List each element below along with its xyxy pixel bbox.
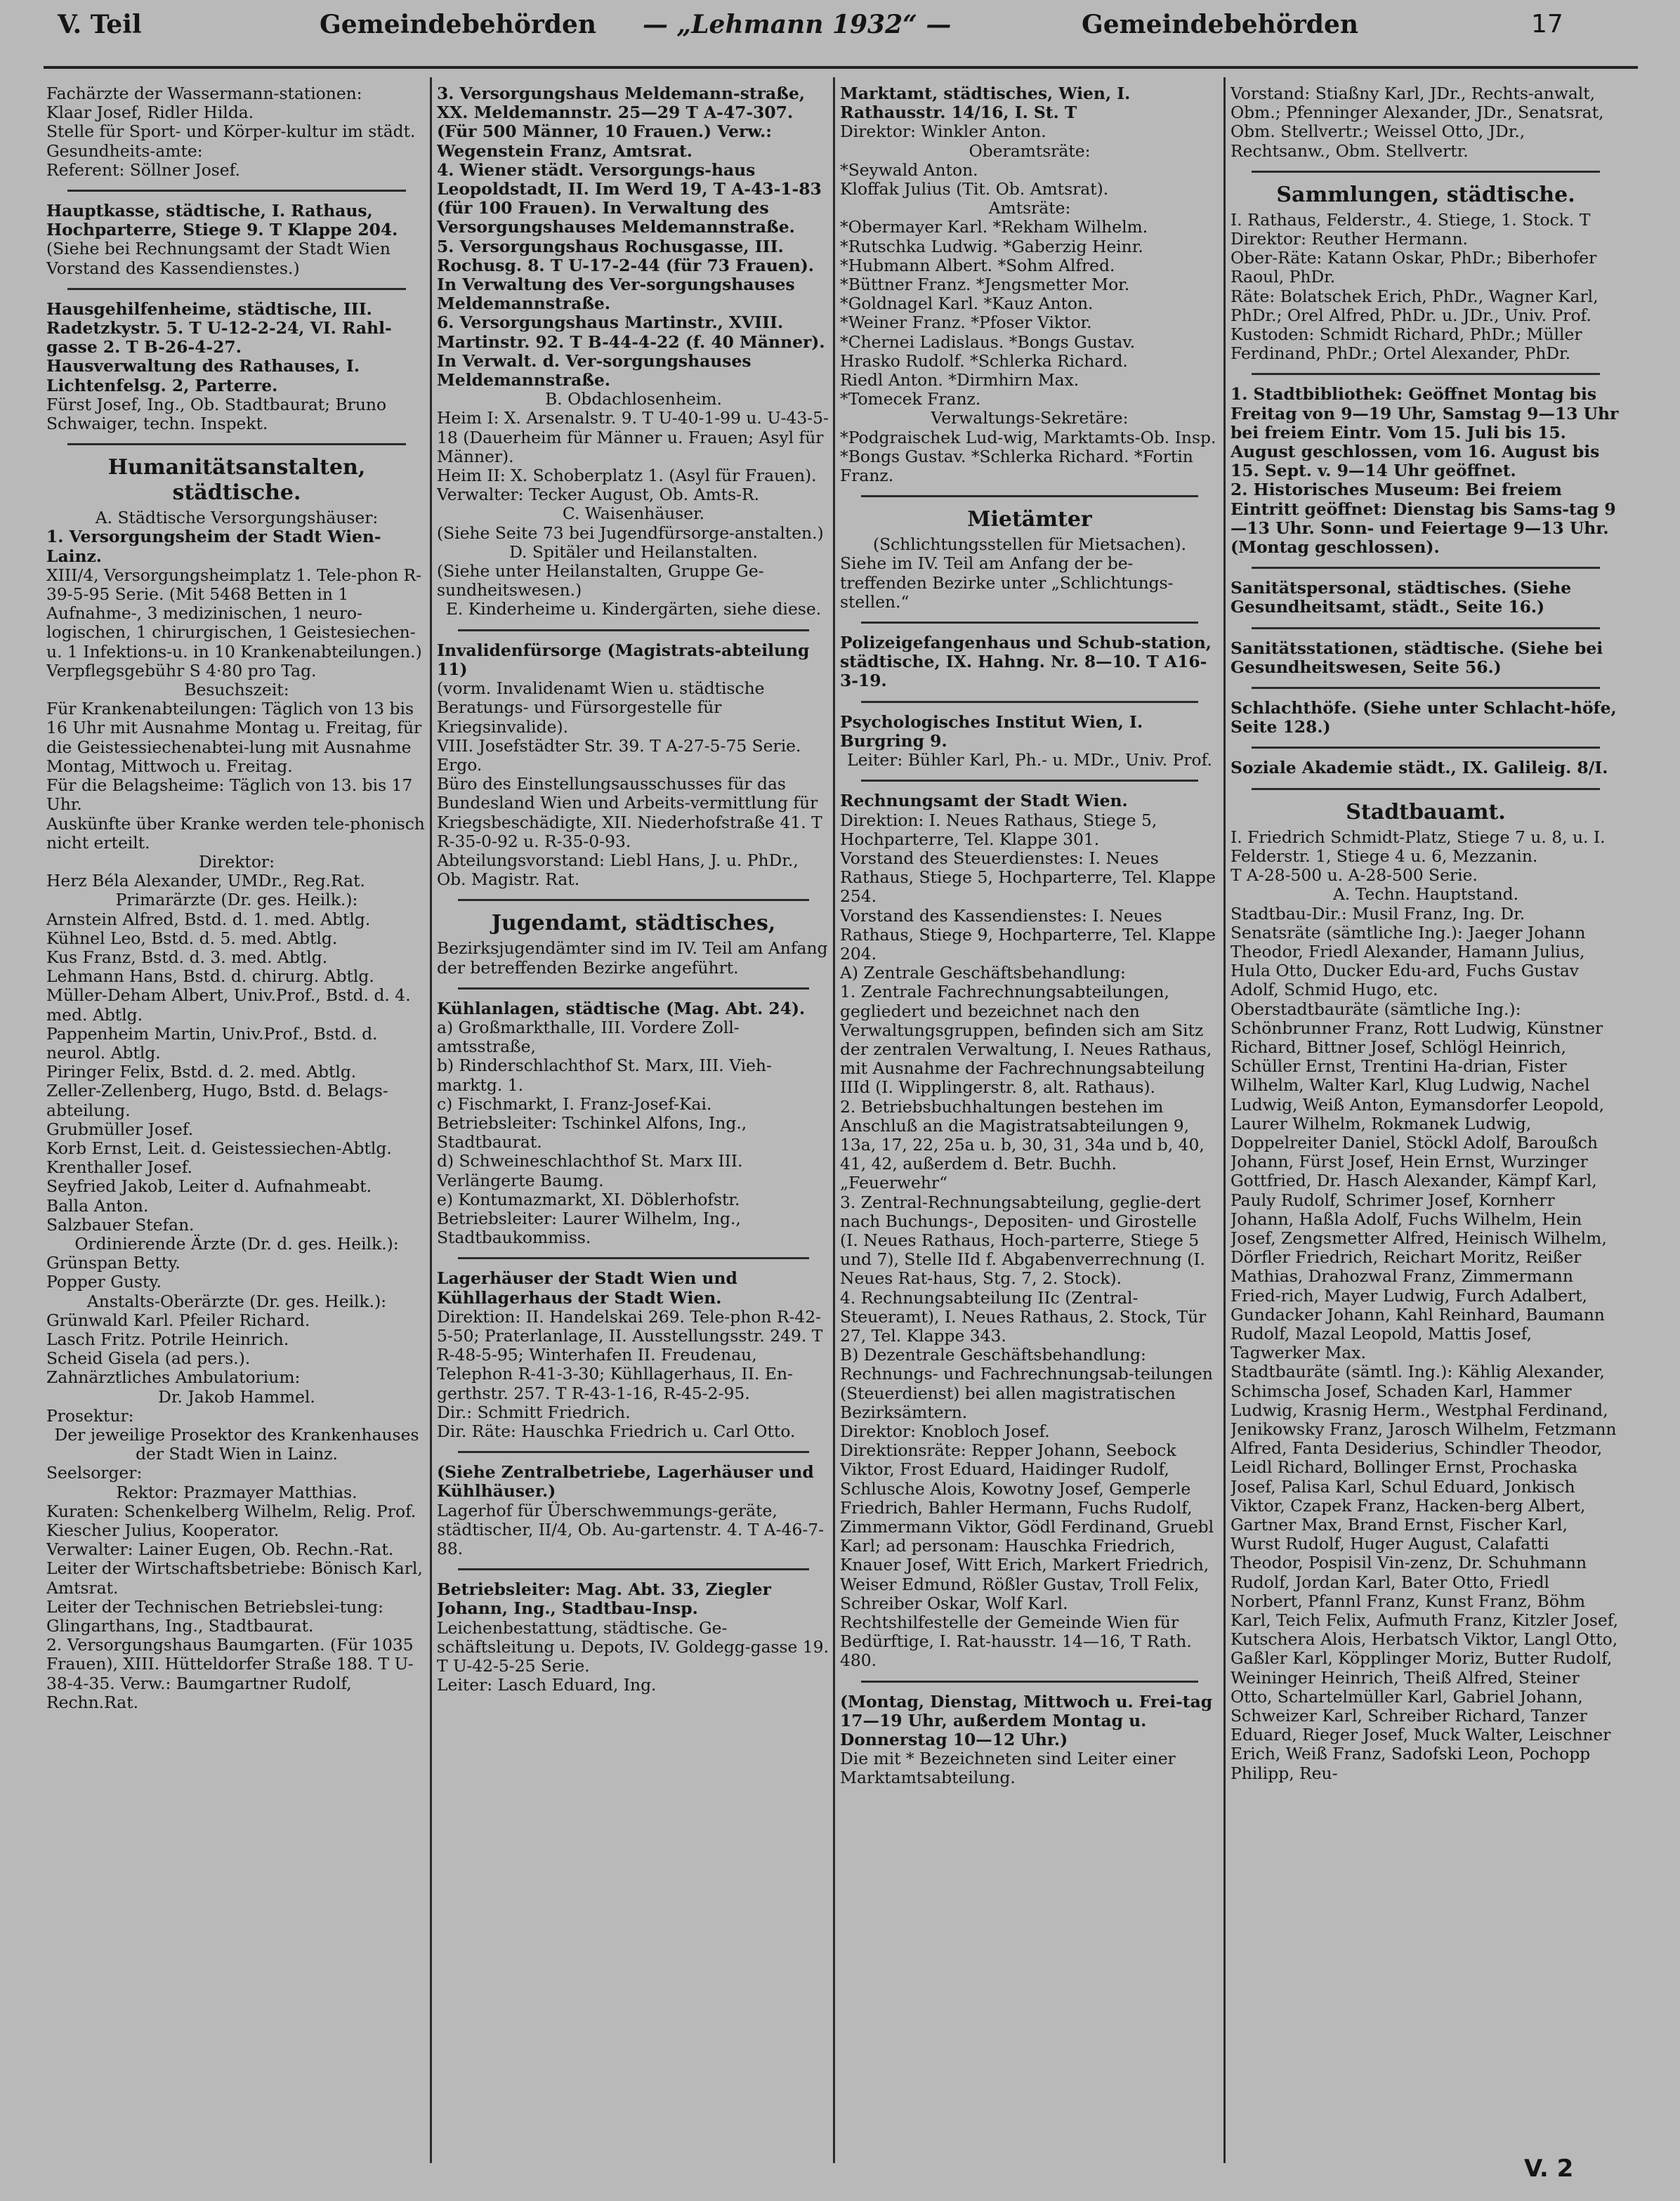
- entry-text: *Obermayer Karl. *Rekham Wilhelm.: [840, 217, 1148, 237]
- entry-text: T A-28-500 u. A-28-500 Serie.: [1231, 865, 1478, 886]
- entry-text: Referent: Söllner Josef.: [46, 159, 240, 180]
- entry-text: *Hubmann Albert. *Sohm Alfred.: [840, 255, 1115, 275]
- entry-text: XIII/4, Versorgungsheimplatz 1. Tele-phon R-39-5-95 Serie. (Mit 5468 Betten in 1 Aufnahme-, 3 medizinischen, 1 neuro-logischen, 1 chirurgischen, 1 Geistesiechen-u. 1 Infektions-u. in 10 Krankenabteilungen.): [46, 565, 422, 662]
- entry-text: Oberstadtbauräte (sämtliche Ing.): Schönbrunner Franz, Rott Ludwig, Künstner Richard, Bittner Josef, Schlögl Heinrich, Schüller Ernst, Trentini Ha-drian, Fister Wilhelm, Walter Karl, Klug Ludwig, Nachel Ludwig, Weiß Anton, Eymansdorfer Leopold, Laurer Wilhelm, Rokmanek Ludwig, Doppelreiter Daniel, Stöckl Adolf, Baroußch Johann, Fürst Josef, Hein Ernst, Wurzinger Gottfried, Dr. Hasch Alexander, Kämpf Karl, Pauly Rudolf, Schrimer Josef, Kornherr Johann, Haßla Adolf, Fuchs Wilhelm, Hein Josef, Zengsmetter Alfred, Heinisch Wilhelm, Dörfler Friedrich, Reichart Moritz, Reißer Mathias, Drahozwal Franz, Zimmermann Fried-rich, Mayer Ludwig, Furch Adalbert, Gundacker Johann, Kahl Reinhard, Baumann Rudolf, Mazal Leopold, Mattis Josef, Tagwerker Max.: [1231, 999, 1607, 1363]
- section-heading: Sammlungen, städtische.: [1276, 182, 1575, 207]
- entry-text: Die mit * Bezeichneten sind Leiter einer Marktamtsabteilung.: [840, 1749, 1176, 1788]
- entry-text: Grünspan Betty.: [46, 1253, 181, 1273]
- entry-text: Lehmann Hans, Bstd. d. chirurg. Abtlg.: [46, 966, 374, 987]
- entry-text: B) Dezentrale Geschäftsbehandlung: Rechnungs- und Fachrechnungsab-teilungen (Steuerdienst) bei allen magistratischen Bezirksämtern.: [840, 1345, 1213, 1422]
- entry-text: 3. Zentral-Rechnungsabteilung, geglie-dert nach Buchungs-, Depositen- und Girostelle (I. Neues Rathaus, Hoch-parterre, Stiege 5 und 7), Stelle IId f. Abgabenverrechnung (I. Neues Rat-haus, Stg. 7, 2. Stock).: [840, 1192, 1205, 1289]
- entry-text: (Montag, Dienstag, Mittwoch u. Frei-tag 17—19 Uhr, außerdem Montag u. Donnerstag 10—12 Uhr.): [840, 1691, 1213, 1750]
- entry-text: (Siehe Zentralbetriebe, Lagerhäuser und Kühlhäuser.): [437, 1462, 814, 1502]
- entry-text: Räte: Bolatschek Erich, PhDr., Wagner Karl, PhDr.; Orel Alfred, PhDr. u. JDr., Univ. Prof.: [1231, 286, 1599, 325]
- entry-text: Psychologisches Institut Wien, I. Burgring 9.: [840, 711, 1143, 751]
- entry-text: e) Kontumazmarkt, XI. Döblerhofstr. Betriebsleiter: Laurer Wilhelm, Ing., Stadtbaukommiss.: [437, 1189, 741, 1248]
- entry-text: Rechnungsamt der Stadt Wien.: [840, 791, 1128, 811]
- entry-text: 2. Betriebsbuchhaltungen bestehen im Anschluß an die Magistratsabteilungen 9, 13a, 17, 22, 25a u. b, 30, 31, 34a und b, 40, 41, 42, außerdem d. Betr. Buchh. „Feuerwehr“: [840, 1096, 1205, 1193]
- entry-text: Balla Anton.: [46, 1195, 149, 1216]
- entry-text: *Podgraischek Lud-wig, Marktamts-Ob. Insp. *Bongs Gustav. *Schlerka Richard. *Fortin Franz.: [840, 427, 1216, 486]
- entry-text: Zeller-Zellenberg, Hugo, Bstd. d. Belags-abteilung.: [46, 1081, 388, 1120]
- entry-text: Heim I: X. Arsenalstr. 9. T U-40-1-99 u. U-43-5-18 (Dauerheim für Männer u. Frauen; Asyl für Männer).: [437, 408, 829, 466]
- entry-text: B. Obdachlosenheim.: [545, 389, 722, 409]
- column-divider: [833, 77, 835, 2163]
- entry-text: Müller-Deham Albert, Univ.Prof., Bstd. d. 4. med. Abtlg.: [46, 985, 411, 1025]
- entry-text: Amtsräte:: [988, 198, 1071, 218]
- entry-text: 1. Zentrale Fachrechnungsabteilungen, gegliedert und bezeichnet nach den Verwaltungsgruppen, befinden sich am Sitz der zentralen Verwaltung, I. Neues Rathaus, mit Ausnahme der Fachrechnungsabteilung IIId (I. Wipplingerstr. 8, alt. Rathaus).: [840, 982, 1212, 1098]
- entry-text: Primarärzte (Dr. ges. Heilk.):: [115, 890, 358, 910]
- column-3: [840, 84, 1219, 2163]
- entry-text: (Schlichtungsstellen für Mietsachen).: [872, 534, 1187, 555]
- header-rule: [44, 66, 1638, 69]
- entry-text: I. Rathaus, Felderstr., 4. Stiege, 1. Stock. T: [1231, 209, 1591, 230]
- entry-text: 4. Wiener städt. Versorgungs-haus Leopoldstadt, II. Im Werd 19, T A-43-1-83 (für 100 Frauen). In Verwaltung des Versorgungshauses Meldemannstraße.: [437, 159, 822, 237]
- entry-text: Verpflegsgebühr S 4·80 pro Tag.: [46, 660, 317, 681]
- section-divider: [861, 701, 1198, 703]
- section-divider: [1252, 788, 1600, 790]
- entry-text: 5. Versorgungshaus Rochusgasse, III. Rochusg. 8. T U-17-2-44 (für 73 Frauen). In Verwaltung des Ver-sorgungshauses Meldemannstraße.: [437, 236, 814, 314]
- entry-text: Siehe im IV. Teil am Anfang der be-treffenden Bezirke unter „Schlichtungs-stellen.“: [840, 553, 1174, 612]
- entry-text: Hausgehilfenheime, städtische, III. Radetzkystr. 5. T U-12-2-24, VI. Rahl-gasse 2. T B-26-4-27.: [46, 298, 392, 357]
- entry-text: Verwalter: Lainer Eugen, Ob. Rechn.-Rat.: [46, 1539, 394, 1560]
- entry-text: Popper Gusty.: [46, 1272, 162, 1292]
- entry-text: Verwalter: Tecker August, Ob. Amts-R.: [437, 485, 760, 505]
- section-divider: [458, 629, 809, 631]
- header-left-title: Gemeindebehörden: [320, 10, 597, 39]
- section-divider: [67, 288, 406, 290]
- entry-text: Dr. Jakob Hammel.: [158, 1386, 315, 1407]
- entry-text: 1. Stadtbibliothek: Geöffnet Montag bis Freitag von 9—19 Uhr, Samstag 9—13 Uhr bei freiem Eintr. Vom 15. Juli bis 15. August geschlossen, vom 16. August bis 15. Sept. v. 9—14 Uhr geöffnet.: [1231, 384, 1619, 481]
- section-divider: [458, 987, 809, 990]
- entry-text: Dir.: Schmitt Friedrich.: [437, 1402, 631, 1422]
- entry-text: Bezirksjugendämter sind im IV. Teil am Anfang der betreffenden Bezirke angeführt.: [437, 938, 828, 978]
- section-divider: [861, 780, 1198, 782]
- entry-text: Lasch Fritz. Potrile Heinrich.: [46, 1329, 289, 1349]
- entry-text: Büro des Einstellungsausschusses für das Bundesland Wien und Arbeits-vermittlung für Kriegsbeschädigte, XII. Niederhofstraße 41. T R-35-0-92 u. R-35-0-93.: [437, 774, 822, 851]
- entry-text: Leiter: Bühler Karl, Ph.- u. MDr., Univ. Prof.: [847, 750, 1212, 770]
- entry-text: Besuchszeit:: [184, 680, 289, 700]
- section-divider: [458, 1451, 809, 1453]
- entry-text: Klaar Josef, Ridler Hilda.: [46, 103, 254, 123]
- section-heading: Humanitätsanstalten, städtische.: [107, 455, 366, 506]
- entry-text: c) Fischmarkt, I. Franz-Josef-Kai. Betriebsleiter: Tschinkel Alfons, Ing., Stadtbaurat.: [437, 1093, 747, 1152]
- page-footer: V. 2: [1524, 2155, 1574, 2183]
- entry-text: Pappenheim Martin, Univ.Prof., Bstd. d. neurol. Abtlg.: [46, 1023, 378, 1063]
- entry-text: A. Städtische Versorgungshäuser:: [95, 508, 379, 528]
- section-divider: [67, 443, 406, 445]
- section-heading: Jugendamt, städtisches,: [491, 911, 776, 936]
- entry-text: Riedl Anton. *Dirmhirn Max.: [840, 370, 1079, 390]
- entry-text: Direktion: I. Neues Rathaus, Stiege 5, Hochparterre, Tel. Klappe 301.: [840, 810, 1157, 849]
- section-divider: [458, 1568, 809, 1570]
- entry-text: 3. Versorgungshaus Meldemann-straße, XX. Meldemannstr. 25—29 T A-47-307. (Für 500 Männer, 10 Frauen.) Verw.: Wegenstein Franz, Amtsrat.: [437, 84, 806, 161]
- entry-text: *Rutschka Ludwig. *Gaberzig Heinr.: [840, 236, 1143, 256]
- section-divider: [1252, 171, 1600, 173]
- entry-text: Hauptkasse, städtische, I. Rathaus, Hochparterre, Stiege 9. T Klappe 204.: [46, 201, 398, 240]
- entry-text: Korb Ernst, Leit. d. Geistessiechen-Abtlg.: [46, 1138, 392, 1158]
- section-divider: [458, 899, 809, 901]
- entry-text: Scheid Gisela (ad pers.).: [46, 1348, 251, 1369]
- entry-text: d) Schweineschlachthof St. Marx III. Verlängerte Baumg.: [437, 1151, 743, 1190]
- page-number: 17: [1531, 10, 1563, 39]
- entry-text: Dir. Räte: Hauschka Friedrich u. Carl Otto.: [437, 1421, 796, 1441]
- entry-text: Rektor: Prazmayer Matthias.: [116, 1482, 357, 1502]
- entry-text: VIII. Josefstädter Str. 39. T A-27-5-75 Serie. Ergo.: [437, 735, 801, 775]
- entry-text: E. Kinderheime u. Kindergärten, siehe diese.: [445, 599, 822, 619]
- entry-text: Kustoden: Schmidt Richard, PhDr.; Müller Ferdinand, PhDr.; Ortel Alexander, PhDr.: [1231, 324, 1582, 364]
- entry-text: Direktion: II. Handelskai 269. Tele-phon R-42-5-50; Praterlanlage, II. Ausstellungsstr. 249. T R-48-5-95; Winterhafen II. Freudenau, Telephon R-41-3-30; Kühllagerhaus, II. En-gerthstr. 257. T R-43-1-16, R-45-2-95.: [437, 1306, 823, 1403]
- entry-text: A) Zentrale Geschäftsbehandlung:: [840, 963, 1126, 983]
- entry-text: Vorstand: Stiaßny Karl, JDr., Rechts-anwalt, Obm.; Pfenninger Alexander, JDr., Senatsrat, Obm. Stellvertr.; Weissel Otto, JDr., Rechtsanw., Obm. Stellvertr.: [1231, 84, 1604, 161]
- column-1: [46, 84, 427, 2163]
- entry-text: Zahnärztliches Ambulatorium:: [46, 1367, 301, 1388]
- entry-text: 1. Versorgungsheim der Stadt Wien-Lainz.: [46, 527, 381, 566]
- entry-text: Für Krankenabteilungen: Täglich von 13 bis 16 Uhr mit Ausnahme Montag u. Freitag, für die Geistessiechenabtei-lung mit Ausnahme Montag, Mittwoch u. Freitag.: [46, 699, 422, 776]
- entry-text: Der jeweilige Prosektor des Krankenhauses der Stadt Wien in Lainz.: [54, 1425, 419, 1464]
- section-divider: [1252, 373, 1600, 375]
- entry-text: Ober-Räte: Katann Oskar, PhDr.; Biberhofer Raoul, PhDr.: [1231, 248, 1597, 287]
- entry-text: *Goldnagel Karl. *Kauz Anton.: [840, 294, 1094, 314]
- entry-text: *Seywald Anton.: [840, 159, 978, 180]
- entry-text: Direktor: Reuther Hermann.: [1231, 229, 1468, 249]
- entry-text: Kus Franz, Bstd. d. 3. med. Abtlg.: [46, 947, 328, 967]
- entry-text: Seelsorger:: [46, 1463, 143, 1483]
- entry-text: (Siehe unter Heilanstalten, Gruppe Ge-sundheitswesen.): [437, 561, 764, 600]
- entry-text: *Chernei Ladislaus. *Bongs Gustav.: [840, 331, 1136, 352]
- entry-text: Grubmüller Josef.: [46, 1119, 194, 1139]
- entry-text: Hausverwaltung des Rathauses, I. Lichtenfelsg. 2, Parterre.: [46, 356, 360, 395]
- entry-text: Vorstand des Kassendienstes: I. Neues Rathaus, Stiege 9, Hochparterre, Tel. Klappe 204.: [840, 905, 1216, 964]
- entry-text: Piringer Felix, Bstd. d. 2. med. Abtlg.: [46, 1062, 357, 1082]
- entry-text: (Siehe bei Rechnungsamt der Stadt Wien Vorstand des Kassendienstes.): [46, 239, 391, 278]
- section-divider: [861, 1681, 1198, 1683]
- entry-text: 4. Rechnungsabteilung IIc (Zentral-Steueramt), I. Neues Rathaus, 2. Stock, Tür 27, Tel. Klappe 343.: [840, 1287, 1207, 1346]
- entry-text: Lagerhof für Überschwemmungs-geräte, städtischer, II/4, Ob. Au-gartenstr. 4. T A-46-7-88.: [437, 1500, 825, 1559]
- entry-text: Kuraten: Schenkelberg Wilhelm, Relig. Prof. Kiescher Julius, Kooperator.: [46, 1501, 416, 1541]
- entry-text: *Tomecek Franz.: [840, 389, 981, 409]
- section-divider: [67, 190, 406, 192]
- entry-text: Direktionsräte: Repper Johann, Seebock Viktor, Frost Eduard, Haidinger Rudolf, Schlusche Alois, Kowotny Josef, Gemperle Friedrich, Bahler Hermann, Fuchs Rudolf, Zimmermann Viktor, Gödl Ferdinand, Gruebl Karl; ad personam: Hauschka Friedrich, Knauer Josef, Witt Erich, Markert Friedrich, Weiser Edmund, Rößler Gustav, Troll Felix, Schreiber Oskar, Wolf Karl.: [840, 1440, 1214, 1613]
- entry-text: Verwaltungs-Sekretäre:: [931, 408, 1129, 428]
- entry-text: 2. Historisches Museum: Bei freiem Eintritt geöffnet: Dienstag bis Sams-tag 9—13 Uhr. Sonn- und Feiertage 9—13 Uhr. (Montag geschlossen).: [1231, 480, 1616, 558]
- entry-text: C. Waisenhäuser.: [562, 504, 705, 524]
- entry-text: Heim II: X. Schoberplatz 1. (Asyl für Frauen).: [437, 466, 817, 486]
- entry-text: Abteilungsvorstand: Liebl Hans, J. u. PhDr., Ob. Magistr. Rat.: [437, 850, 799, 890]
- entry-text: Polizeigefangenhaus und Schub-station, städtische, IX. Hahng. Nr. 8—10. T A16-3-19.: [840, 633, 1212, 691]
- entry-text: Krenthaller Josef.: [46, 1157, 192, 1178]
- entry-text: Leiter: Lasch Eduard, Ing.: [437, 1675, 657, 1695]
- entry-text: Leiter der Wirtschaftsbetriebe: Bönisch Karl, Amtsrat.: [46, 1558, 423, 1598]
- section-divider: [861, 622, 1198, 624]
- entry-text: D. Spitäler und Heilanstalten.: [509, 541, 758, 562]
- entry-text: 6. Versorgungshaus Martinstr., XVIII. Martinstr. 92. T B-44-4-22 (f. 40 Männer). In Verwalt. d. Ver-sorgungshauses Meldemannstraße.: [437, 313, 825, 390]
- entry-text: Anstalts-Oberärzte (Dr. ges. Heilk.):: [86, 1291, 387, 1311]
- entry-text: Invalidenfürsorge (Magistrats-abteilung 11): [437, 640, 810, 679]
- entry-text: Leichenbestattung, städtische. Ge-schäftsleitung u. Depots, IV. Goldegg-gasse 19. T U-42-5-25 Serie.: [437, 1617, 829, 1676]
- entry-text: Kühnel Leo, Bstd. d. 5. med. Abtlg.: [46, 928, 338, 948]
- entry-text: Rechtshilfestelle der Gemeinde Wien für Bedürftige, I. Rat-hausstr. 14—16, T Rath. 480.: [840, 1612, 1192, 1671]
- entry-text: Auskünfte über Kranke werden tele-phonisch nicht erteilt.: [46, 813, 425, 853]
- section-divider: [458, 1257, 809, 1259]
- entry-text: Oberamtsräte:: [969, 140, 1091, 161]
- entry-text: Direktor: Winkler Anton.: [840, 121, 1046, 142]
- entry-text: Für die Belagsheime: Täglich von 13. bis 17 Uhr.: [46, 775, 413, 815]
- entry-text: Soziale Akademie städt., IX. Galileig. 8/I.: [1231, 758, 1608, 778]
- entry-text: Fachärzte der Wassermann-stationen:: [46, 84, 362, 103]
- column-divider: [430, 77, 432, 2163]
- entry-text: Direktor: Knobloch Josef.: [840, 1421, 1050, 1441]
- header-center-title: — „Lehmann 1932“ —: [643, 10, 952, 39]
- entry-text: Senatsräte (sämtliche Ing.): Jaeger Johann Theodor, Friedl Alexander, Hamann Julius, Hula Otto, Ducker Edu-ard, Fuchs Gustav Adolf, Schmid Hugo, etc.: [1231, 922, 1586, 1000]
- entry-text: Ordinierende Ärzte (Dr. d. ges. Heilk.):: [74, 1233, 399, 1254]
- section-divider: [1252, 747, 1600, 749]
- page-header: [42, 6, 1636, 55]
- entry-text: Seyfried Jakob, Leiter d. Aufnahmeabt.: [46, 1176, 372, 1197]
- entry-text: Vorstand des Steuerdienstes: I. Neues Rathaus, Stiege 5, Hochparterre, Tel. Klappe 254.: [840, 848, 1216, 907]
- entry-text: Schlachthöfe. (Siehe unter Schlacht-höfe, Seite 128.): [1231, 698, 1617, 737]
- entry-text: *Büttner Franz. *Jengsmetter Mor.: [840, 275, 1130, 295]
- entry-text: Kühlanlagen, städtische (Mag. Abt. 24).: [437, 998, 806, 1018]
- entry-text: Grünwald Karl. Pfeiler Richard.: [46, 1310, 310, 1330]
- entry-text: Salzbauer Stefan.: [46, 1214, 195, 1235]
- entry-text: A. Techn. Hauptstand.: [1332, 884, 1519, 905]
- entry-text: Stadtbauräte (sämtl. Ing.): Kählig Alexander, Schimscha Josef, Schaden Karl, Hammer Ludwig, Krasnig Herm., Westphal Ferdinand, Jenikowsky Franz, Jarosch Wilhelm, Fetzmann Alfred, Fanta Desiderius, Schindler Theodor, Leidl Richard, Bollinger Ernst, Prochaska Josef, Palisa Karl, Schul Eduard, Jonkisch Viktor, Czapek Franz, Hacken-berg Albert, Gartner Max, Brand Ernst, Fischer Karl, Wurst Rudolf, Huger August, Calafatti Theodor, Pospisil Vin-zenz, Dr. Schuhmann Rudolf, Jordan Karl, Bater Otto, Friedl Norbert, Pfannl Franz, Kunst Franz, Böhm Karl, Teich Felix, Aufmuth Franz, Kitzler Josef, Kutschera Alois, Herbatsch Viktor, Langl Otto, Gaßler Karl, Köpplinger Moriz, Butter Rudolf, Weininger Heinrich, Theiß Alfred, Steiner Otto, Schartelmüller Karl, Gabriel Johann, Schweizer Karl, Schreiber Richard, Tanzer Eduard, Rieger Josef, Muck Walter, Leischner Erich, Weiß Franz, Sadofski Leon, Pochopp Philipp, Reu-: [1231, 1362, 1619, 1783]
- section-divider: [1252, 687, 1600, 689]
- section-label: V. Teil: [58, 10, 142, 39]
- section-divider: [1252, 627, 1600, 629]
- entry-text: Lagerhäuser der Stadt Wien und Kühllagerhaus der Stadt Wien.: [437, 1268, 737, 1308]
- entry-text: Marktamt, städtisches, Wien, I. Rathausstr. 14/16, I. St. T: [840, 84, 1131, 123]
- section-heading: Stadtbauamt.: [1346, 799, 1506, 824]
- section-divider: [861, 495, 1198, 497]
- entry-text: Sanitätsstationen, städtische. (Siehe bei Gesundheitswesen, Seite 56.): [1231, 638, 1603, 677]
- column-divider: [1223, 77, 1226, 2163]
- entry-text: (vorm. Invalidenamt Wien u. städtische Beratungs- und Fürsorgestelle für Kriegsinvalide).: [437, 678, 765, 737]
- entry-text: (Siehe Seite 73 bei Jugendfürsorge-anstalten.): [437, 523, 824, 543]
- entry-text: Herz Béla Alexander, UMDr., Reg.Rat.: [46, 871, 365, 891]
- entry-text: I. Friedrich Schmidt-Platz, Stiege 7 u. 8, u. I. Felderstr. 1, Stiege 4 u. 6, Mezzanin.: [1231, 827, 1606, 866]
- entry-text: Prosektur:: [46, 1405, 134, 1426]
- entry-text: Fürst Josef, Ing., Ob. Stadtbaurat; Bruno Schwaiger, techn. Inspekt.: [46, 394, 387, 434]
- entry-text: Kloffak Julius (Tit. Ob. Amtsrat).: [840, 179, 1109, 199]
- header-right-title: Gemeindebehörden: [1082, 10, 1359, 39]
- entry-text: *Weiner Franz. *Pfoser Viktor.: [840, 313, 1092, 333]
- entry-text: Stelle für Sport- und Körper-kultur im städt. Gesundheits-amte:: [46, 121, 416, 161]
- entry-text: Hrasko Rudolf. *Schlerka Richard.: [840, 350, 1128, 371]
- entry-text: Direktor:: [199, 851, 275, 872]
- column-4: [1231, 84, 1621, 2163]
- entry-text: Betriebsleiter: Mag. Abt. 33, Ziegler Johann, Ing., Stadtbau-Insp.: [437, 1579, 771, 1619]
- section-divider: [1252, 567, 1600, 569]
- entry-text: Leiter der Technischen Betriebslei-tung: Glingarthans, Ing., Stadtbaurat.: [46, 1596, 383, 1636]
- entry-text: b) Rinderschlachthof St. Marx, III. Vieh-marktg. 1.: [437, 1056, 772, 1095]
- entry-text: a) Großmarkthalle, III. Vordere Zoll-amtsstraße,: [437, 1017, 740, 1057]
- column-2: [437, 84, 830, 2163]
- entry-text: Stadtbau-Dir.: Musil Franz, Ing. Dr.: [1231, 903, 1525, 924]
- entry-text: Arnstein Alfred, Bstd. d. 1. med. Abtlg.: [46, 909, 371, 929]
- entry-text: Sanitätspersonal, städtisches. (Siehe Gesundheitsamt, städt., Seite 16.): [1231, 578, 1572, 617]
- entry-text: 2. Versorgungshaus Baumgarten. (Für 1035 Frauen), XIII. Hütteldorfer Straße 188. T U-38-4-35. Verw.: Baumgartner Rudolf, Rechn.Rat.: [46, 1635, 414, 1712]
- section-heading: Mietämter: [967, 507, 1092, 532]
